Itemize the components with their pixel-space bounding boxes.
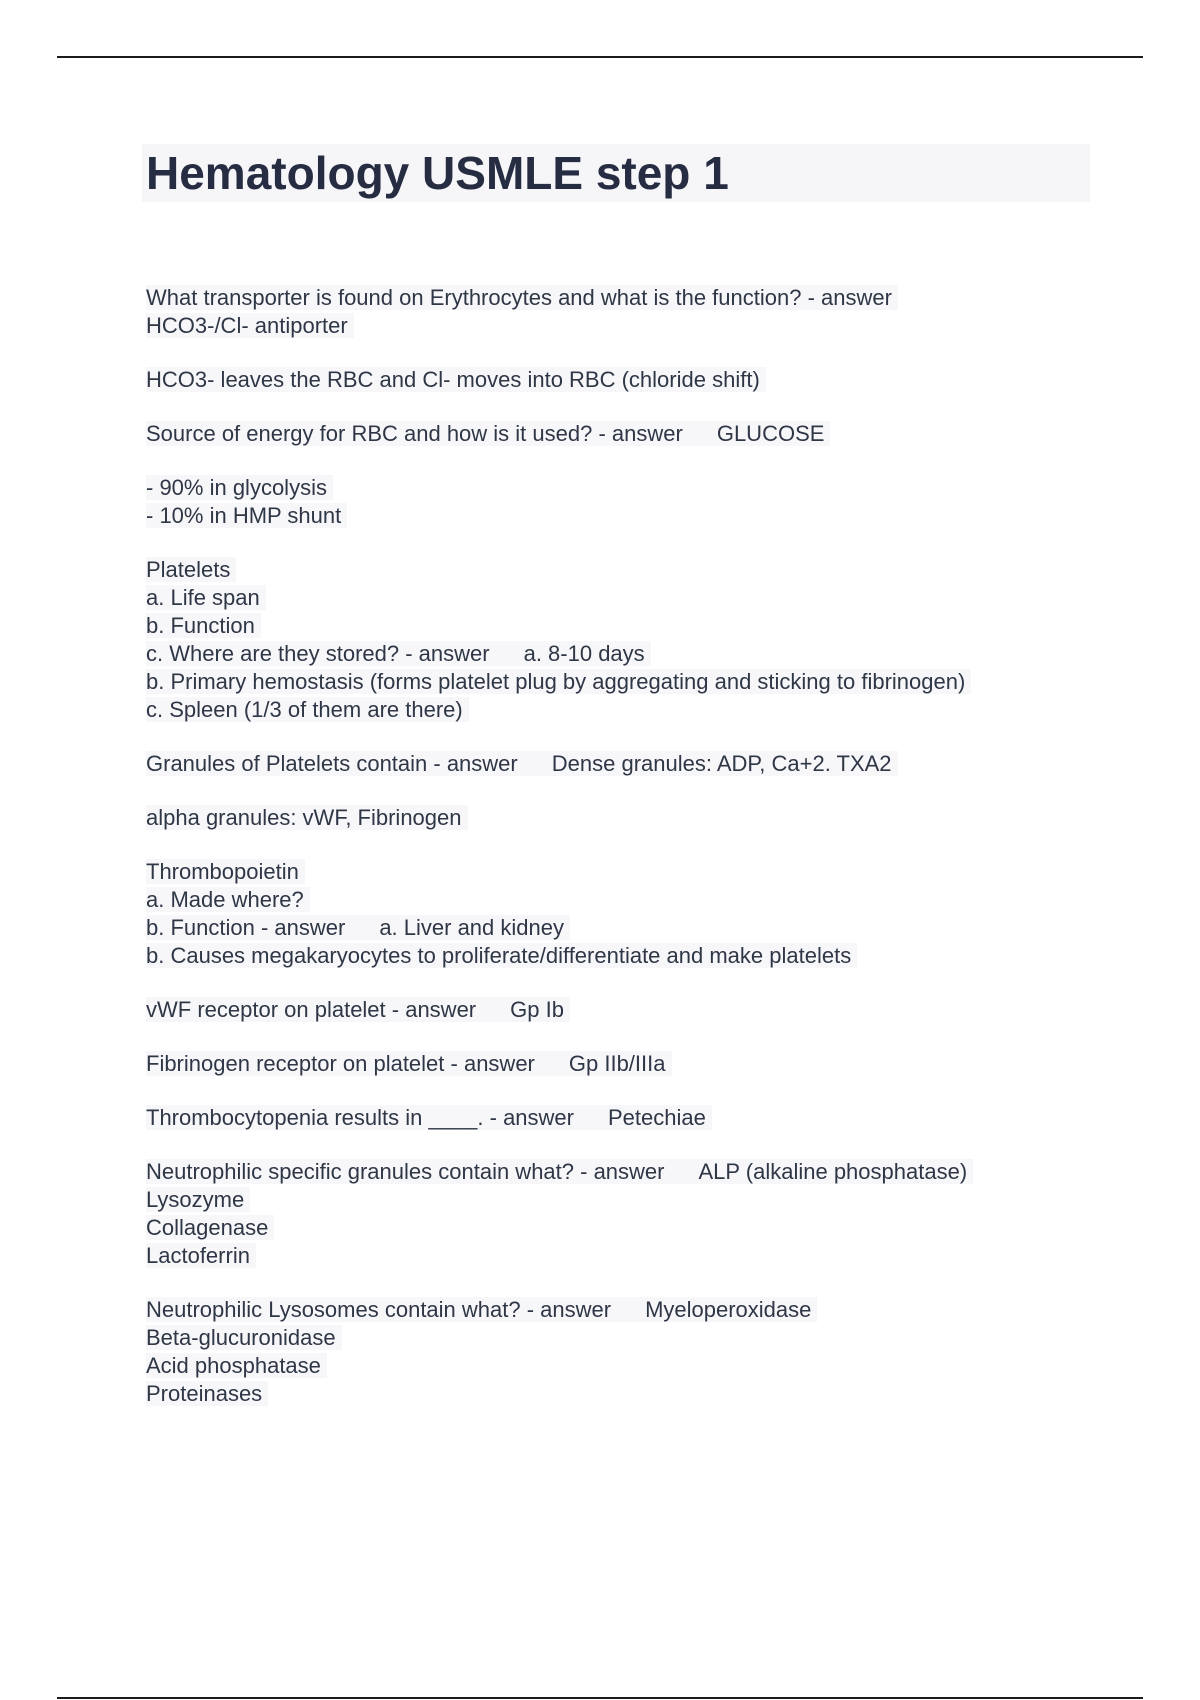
answer-line: Acid phosphatase xyxy=(146,1352,1106,1380)
question-line: vWF receptor on platelet - answer Gp Ib xyxy=(146,996,1106,1024)
answer-text: Dense granules: ADP, Ca+2. TXA2 xyxy=(551,751,892,776)
page-title: Hematology USMLE step 1 xyxy=(146,147,729,199)
answer-paragraph: - 90% in glycolysis - 10% in HMP shunt xyxy=(146,474,1106,530)
bottom-rule xyxy=(57,1697,1143,1699)
top-rule xyxy=(57,56,1143,58)
answer-line: Collagenase xyxy=(146,1214,1106,1242)
question-line: Source of energy for RBC and how is it used? - answer GLUCOSE xyxy=(146,420,1106,448)
answer-text: Petechiae xyxy=(608,1105,706,1130)
answer-text: Myeloperoxidase xyxy=(645,1297,812,1322)
answer-text: GLUCOSE xyxy=(716,421,825,446)
document-body xyxy=(146,284,1106,1434)
question-line: Neutrophilic specific granules contain what? - answer ALP (alkaline phosphatase) xyxy=(146,1158,1106,1186)
question-line: b. Function xyxy=(146,612,1106,640)
answer-text: Gp IIb/IIIa xyxy=(568,1051,666,1076)
answer-paragraph: alpha granules: vWF, Fibrinogen xyxy=(146,804,1106,832)
question-line: c. Where are they stored? - answer a. 8-10 days xyxy=(146,640,1106,668)
qa-item xyxy=(146,1050,1106,1078)
question-line: What transporter is found on Erythrocytes and what is the function? - answer xyxy=(146,284,1106,312)
question-line: Neutrophilic Lysosomes contain what? - answer Myeloperoxidase xyxy=(146,1296,1106,1324)
question-line: Thrombopoietin xyxy=(146,858,1106,886)
question-line: Granules of Platelets contain - answer Dense granules: ADP, Ca+2. TXA2 xyxy=(146,750,1106,778)
answer-line: HCO3-/Cl- antiporter xyxy=(146,312,1106,340)
answer-text: a. 8-10 days xyxy=(523,641,645,666)
answer-line: Beta-glucuronidase xyxy=(146,1324,1106,1352)
qa-item xyxy=(146,1296,1106,1408)
question-line: Fibrinogen receptor on platelet - answer Gp IIb/IIIa xyxy=(146,1050,1106,1078)
question-line: Platelets xyxy=(146,556,1106,584)
answer-line: Lysozyme xyxy=(146,1186,1106,1214)
question-line: Thrombocytopenia results in ____. - answer Petechiae xyxy=(146,1104,1106,1132)
qa-item xyxy=(146,858,1106,970)
qa-item xyxy=(146,420,1106,448)
answer-line: b. Causes megakaryocytes to proliferate/differentiate and make platelets xyxy=(146,942,1106,970)
qa-item xyxy=(146,1158,1106,1270)
question-line: b. Function - answer a. Liver and kidney xyxy=(146,914,1106,942)
answer-text: Gp Ib xyxy=(510,997,564,1022)
qa-item xyxy=(146,996,1106,1024)
answer-line: Lactoferrin xyxy=(146,1242,1106,1270)
answer-text: a. Liver and kidney xyxy=(379,915,564,940)
answer-line: Proteinases xyxy=(146,1380,1106,1408)
answer-line: b. Primary hemostasis (forms platelet plug by aggregating and sticking to fibrinogen) xyxy=(146,668,1106,696)
qa-item xyxy=(146,750,1106,778)
qa-item xyxy=(146,1104,1106,1132)
answer-text: ALP (alkaline phosphatase) xyxy=(698,1159,968,1184)
qa-item xyxy=(146,556,1106,724)
answer-line: c. Spleen (1/3 of them are there) xyxy=(146,696,1106,724)
answer-paragraph: HCO3- leaves the RBC and Cl- moves into RBC (chloride shift) xyxy=(146,366,1106,394)
question-line: a. Life span xyxy=(146,584,1106,612)
question-line: a. Made where? xyxy=(146,886,1106,914)
qa-item xyxy=(146,284,1106,340)
